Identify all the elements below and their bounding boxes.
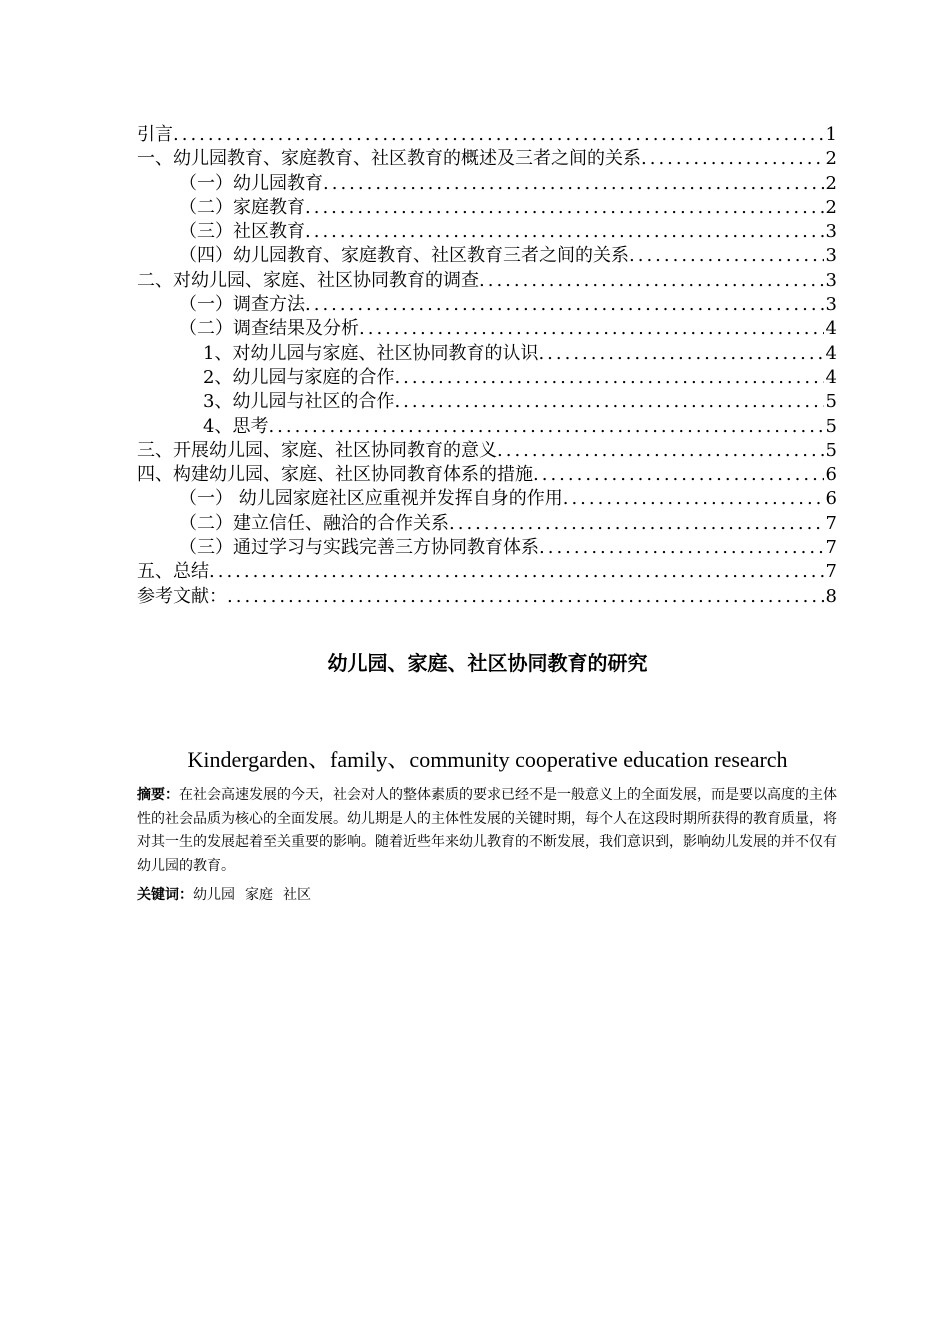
toc-entry[interactable] [137, 439, 837, 463]
toc-dot-leader [305, 196, 824, 220]
toc-dot-leader [538, 342, 823, 366]
toc-entry[interactable] [137, 390, 837, 414]
keywords [137, 884, 321, 907]
toc-entry[interactable] [137, 585, 837, 609]
toc-entry[interactable] [137, 269, 837, 293]
toc-entry-title: 五、总结 [137, 561, 209, 583]
toc-entry[interactable] [137, 317, 837, 341]
toc-dot-leader [629, 244, 824, 268]
toc-dot-leader [479, 269, 824, 293]
toc-entry-title: （三）通过学习与实践完善三方协同教育体系 [179, 537, 539, 559]
toc-entry-page: 7 [825, 512, 837, 534]
toc-entry-page: 7 [825, 561, 837, 583]
keyword: 家庭 [245, 887, 273, 903]
keywords-label: 关键词： [137, 887, 193, 903]
toc-dot-leader [305, 220, 824, 244]
abstract-text: 在社会高速发展的今天，社会对人的整体素质的要求已经不是一般意义上的全面发展，而是要以高度的主体性的社会品质为核心的全面发展。幼儿期是人的主体性发展的关键时期，每个人在这段时期所获得的教育质量，将对其一生的发展起着至关重要的影响。随着近些年来幼儿教育的不断发展，我们意识到，影响幼儿发展的并不仅有幼儿园的教育。 [137, 787, 837, 874]
toc-entry-title: 参考文献： [137, 585, 227, 607]
toc-dot-leader [173, 123, 824, 147]
toc-entry-title: 1、对幼儿园与家庭、社区协同教育的认识 [203, 342, 539, 364]
toc-dot-leader [533, 463, 824, 487]
toc-entry[interactable] [137, 487, 837, 511]
toc-dot-leader [268, 415, 823, 439]
toc-entry[interactable] [137, 512, 837, 536]
toc-entry-page: 8 [825, 585, 837, 607]
toc-entry-page: 6 [825, 464, 837, 486]
toc-entry-page: 3 [825, 245, 837, 267]
toc-entry[interactable] [137, 415, 837, 439]
toc-entry-title: 四、构建幼儿园、家庭、社区协同教育体系的措施 [137, 464, 533, 486]
toc-entry-page: 3 [825, 269, 837, 291]
toc-entry-page: 5 [825, 391, 837, 413]
toc-entry[interactable] [137, 463, 837, 487]
toc-entry-page: 2 [825, 148, 837, 170]
toc-entry[interactable] [137, 293, 837, 317]
toc-entry-page: 4 [825, 366, 837, 388]
toc-entry-title: 2、幼儿园与家庭的合作 [203, 366, 395, 388]
toc-entry[interactable] [137, 220, 837, 244]
toc-entry-page: 1 [825, 124, 837, 145]
toc-dot-leader [394, 390, 823, 414]
toc-entry-page: 3 [825, 294, 837, 316]
toc-entry-title: （二）建立信任、融洽的合作关系 [179, 512, 449, 534]
abstract-label: 摘要： [137, 787, 179, 803]
toc-dot-leader [359, 317, 824, 341]
toc-entry-title: 3、幼儿园与社区的合作 [203, 391, 395, 413]
toc-entry-title: 一、幼儿园教育、家庭教育、社区教育的概述及三者之间的关系 [137, 148, 641, 170]
toc-entry-page: 2 [825, 172, 837, 194]
toc-entry-title: （一）幼儿园教育 [179, 172, 323, 194]
toc-dot-leader [497, 439, 824, 463]
toc-entry-page: 2 [825, 196, 837, 218]
abstract [137, 784, 837, 878]
toc-entry-title: （一） 幼儿园家庭社区应重视并发挥自身的作用 [179, 488, 563, 510]
toc-dot-leader [641, 147, 824, 171]
toc-entry-page: 4 [825, 318, 837, 340]
toc-entry-page: 5 [825, 439, 837, 461]
toc-dot-leader [209, 560, 824, 584]
chinese-title: 幼儿园、家庭、社区协同教育的研究 [327, 651, 648, 675]
toc-dot-leader [539, 536, 824, 560]
keyword: 幼儿园 [193, 887, 235, 903]
toc-entry[interactable] [137, 560, 837, 584]
toc-dot-leader [563, 487, 824, 511]
toc-entry-page: 4 [825, 342, 837, 364]
toc-entry-title: （一）调查方法 [179, 294, 305, 316]
toc-entry[interactable] [137, 172, 837, 196]
keyword: 社区 [283, 887, 311, 903]
toc-dot-leader [323, 172, 824, 196]
toc-entry-title: 二、对幼儿园、家庭、社区协同教育的调查 [137, 269, 479, 291]
toc-dot-leader [449, 512, 824, 536]
toc-entry[interactable] [137, 342, 837, 366]
toc-entry[interactable] [137, 123, 837, 147]
toc-dot-leader [227, 585, 824, 609]
toc-entry-title: （二）家庭教育 [179, 196, 305, 218]
toc-entry-page: 5 [825, 415, 837, 437]
toc-entry-title: 引言 [137, 124, 173, 145]
english-title: Kindergarden、family、community cooperative education research [187, 747, 788, 772]
toc-entry[interactable] [137, 196, 837, 220]
toc-dot-leader [305, 293, 824, 317]
toc-entry-title: （三）社区教育 [179, 221, 305, 243]
toc-dot-leader [394, 366, 823, 390]
toc-entry[interactable] [137, 147, 837, 171]
toc-entry-page: 7 [825, 537, 837, 559]
toc-entry-title: （二）调查结果及分析 [179, 318, 359, 340]
toc-entry-page: 3 [825, 221, 837, 243]
table-of-contents [137, 123, 837, 609]
toc-entry[interactable] [137, 244, 837, 268]
toc-entry[interactable] [137, 366, 837, 390]
toc-entry-title: （四）幼儿园教育、家庭教育、社区教育三者之间的关系 [179, 245, 629, 267]
toc-entry-page: 6 [825, 488, 837, 510]
toc-entry[interactable] [137, 536, 837, 560]
toc-entry-title: 4、思考 [203, 415, 269, 437]
toc-entry-title: 三、开展幼儿园、家庭、社区协同教育的意义 [137, 439, 497, 461]
